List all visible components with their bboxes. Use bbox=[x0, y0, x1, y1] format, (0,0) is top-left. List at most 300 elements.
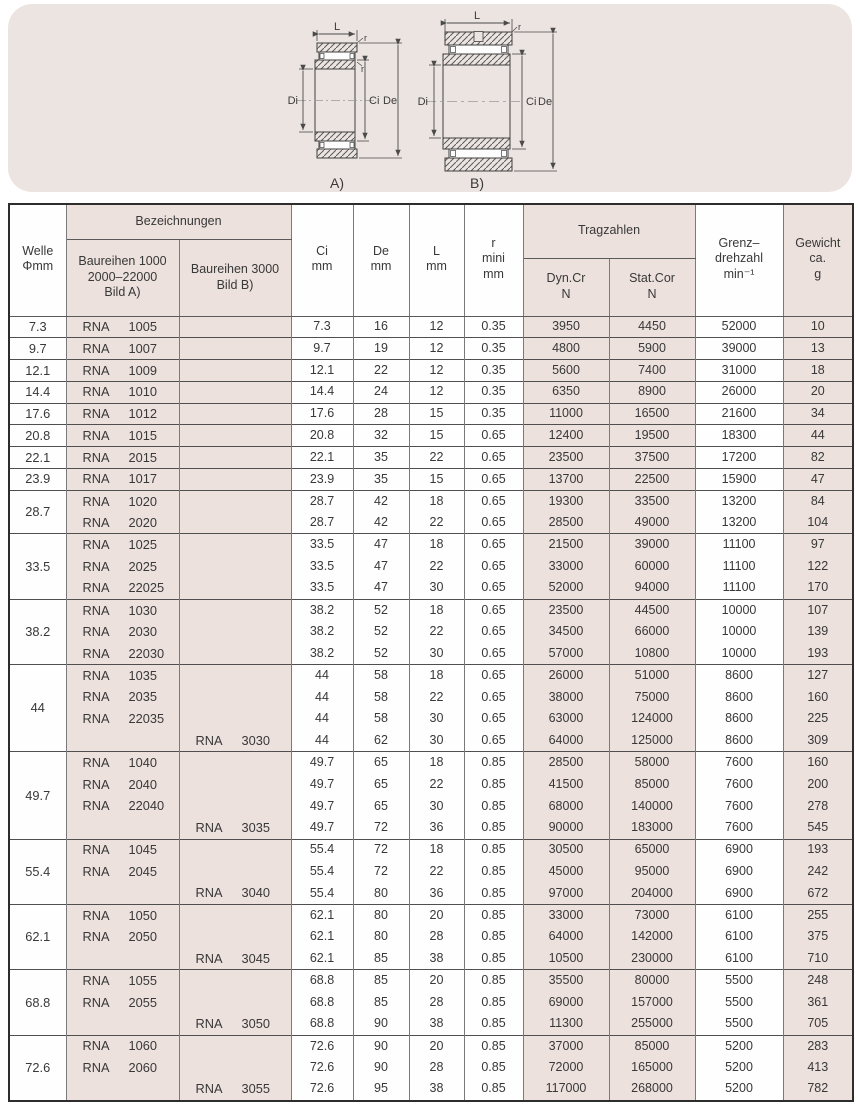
grenzdrehzahl-value: 7600 bbox=[695, 817, 783, 839]
ci-value: 33.5 bbox=[291, 578, 353, 600]
figure-a bbox=[288, 21, 402, 191]
stat-cor-value: 4450 bbox=[609, 316, 695, 338]
ci-value: 33.5 bbox=[291, 556, 353, 578]
figure-b-caption: B) bbox=[470, 175, 484, 191]
de-value: 85 bbox=[353, 992, 409, 1014]
designation-bild-b bbox=[179, 752, 291, 774]
stat-cor-value: 142000 bbox=[609, 926, 695, 948]
designation-bild-b bbox=[179, 774, 291, 796]
de-value: 47 bbox=[353, 534, 409, 556]
dyn-cr-value: 90000 bbox=[523, 817, 609, 839]
gewicht-value: 107 bbox=[783, 599, 853, 621]
designation-bild-a: RNA 1005 bbox=[66, 316, 179, 338]
grenzdrehzahl-value: 11100 bbox=[695, 556, 783, 578]
welle-value: 22.1 bbox=[9, 447, 66, 469]
dim-label-ci-b: Ci bbox=[526, 96, 537, 108]
designation-bild-b bbox=[179, 839, 291, 861]
header-gewicht-unit: g bbox=[814, 267, 822, 282]
l-value: 22 bbox=[409, 861, 464, 883]
table-row bbox=[9, 665, 853, 687]
designation-bild-b bbox=[179, 599, 291, 621]
stat-cor-value: 140000 bbox=[609, 796, 695, 818]
l-value: 18 bbox=[409, 839, 464, 861]
figure-a-caption: A) bbox=[330, 175, 344, 191]
dyn-cr-value: 4800 bbox=[523, 338, 609, 360]
stat-cor-value: 95000 bbox=[609, 861, 695, 883]
designation-bild-b bbox=[179, 970, 291, 992]
welle-value: 62.1 bbox=[9, 905, 66, 970]
ci-value: 17.6 bbox=[291, 403, 353, 425]
designation-bild-b: RNA 3045 bbox=[179, 948, 291, 970]
designation-bild-b bbox=[179, 381, 291, 403]
de-value: 85 bbox=[353, 948, 409, 970]
de-value: 35 bbox=[353, 447, 409, 469]
welle-value: 55.4 bbox=[9, 839, 66, 904]
header-welle bbox=[9, 204, 66, 316]
de-value: 85 bbox=[353, 970, 409, 992]
grenzdrehzahl-value: 11100 bbox=[695, 534, 783, 556]
designation-bild-a: RNA 1020 bbox=[66, 490, 179, 512]
ci-value: 49.7 bbox=[291, 752, 353, 774]
de-value: 90 bbox=[353, 1057, 409, 1079]
gewicht-value: 248 bbox=[783, 970, 853, 992]
designation-bild-b bbox=[179, 796, 291, 818]
gewicht-value: 278 bbox=[783, 796, 853, 818]
r-min-value: 0.65 bbox=[464, 556, 523, 578]
l-value: 20 bbox=[409, 905, 464, 927]
l-value: 12 bbox=[409, 338, 464, 360]
header-baureihe-b-line1: Baureihen 3000 bbox=[190, 261, 280, 276]
stat-cor-value: 94000 bbox=[609, 578, 695, 600]
designation-bild-a: RNA 1050 bbox=[66, 905, 179, 927]
ci-value: 44 bbox=[291, 665, 353, 687]
de-value: 42 bbox=[353, 512, 409, 534]
dyn-cr-value: 21500 bbox=[523, 534, 609, 556]
table-row bbox=[9, 1079, 853, 1101]
bearing-drawings bbox=[0, 0, 860, 196]
ci-value: 38.2 bbox=[291, 621, 353, 643]
table-row bbox=[9, 905, 853, 927]
de-value: 42 bbox=[353, 490, 409, 512]
l-value: 20 bbox=[409, 970, 464, 992]
table-row bbox=[9, 992, 853, 1014]
l-value: 12 bbox=[409, 316, 464, 338]
r-min-value: 0.65 bbox=[464, 730, 523, 752]
grenzdrehzahl-value: 5500 bbox=[695, 970, 783, 992]
dyn-cr-value: 45000 bbox=[523, 861, 609, 883]
dyn-cr-value: 6350 bbox=[523, 381, 609, 403]
designation-bild-a: RNA 2035 bbox=[66, 687, 179, 709]
stat-cor-value: 230000 bbox=[609, 948, 695, 970]
designation-bild-b bbox=[179, 425, 291, 447]
de-value: 47 bbox=[353, 556, 409, 578]
gewicht-value: 193 bbox=[783, 643, 853, 665]
stat-cor-value: 85000 bbox=[609, 774, 695, 796]
grenzdrehzahl-value: 5500 bbox=[695, 992, 783, 1014]
designation-bild-b bbox=[179, 621, 291, 643]
de-value: 62 bbox=[353, 730, 409, 752]
header-stat-unit: N bbox=[647, 287, 657, 301]
dyn-cr-value: 41500 bbox=[523, 774, 609, 796]
r-min-value: 0.65 bbox=[464, 621, 523, 643]
gewicht-value: 225 bbox=[783, 708, 853, 730]
de-value: 90 bbox=[353, 1014, 409, 1036]
designation-bild-b bbox=[179, 1057, 291, 1079]
designation-bild-b bbox=[179, 512, 291, 534]
grenzdrehzahl-value: 31000 bbox=[695, 360, 783, 382]
designation-bild-a: RNA 2025 bbox=[66, 556, 179, 578]
ci-value: 44 bbox=[291, 708, 353, 730]
header-ci-label: Ci bbox=[316, 243, 328, 258]
designation-bild-b bbox=[179, 861, 291, 883]
ci-value: 68.8 bbox=[291, 1014, 353, 1036]
stat-cor-value: 73000 bbox=[609, 905, 695, 927]
stat-cor-value: 10800 bbox=[609, 643, 695, 665]
grenzdrehzahl-value: 52000 bbox=[695, 316, 783, 338]
grenzdrehzahl-value: 6900 bbox=[695, 883, 783, 905]
l-value: 20 bbox=[409, 1035, 464, 1057]
header-r-mini-label: mini bbox=[482, 251, 505, 266]
header-de bbox=[353, 204, 409, 316]
header-baureihe-b bbox=[179, 239, 291, 316]
designation-bild-a bbox=[66, 1079, 179, 1101]
grenzdrehzahl-value: 26000 bbox=[695, 381, 783, 403]
grenzdrehzahl-value: 6100 bbox=[695, 905, 783, 927]
dyn-cr-value: 64000 bbox=[523, 926, 609, 948]
header-welle-label: Welle bbox=[22, 243, 54, 258]
dyn-cr-value: 68000 bbox=[523, 796, 609, 818]
grenzdrehzahl-value: 6100 bbox=[695, 948, 783, 970]
grenzdrehzahl-value: 21600 bbox=[695, 403, 783, 425]
designation-bild-a: RNA 1035 bbox=[66, 665, 179, 687]
welle-value: 23.9 bbox=[9, 469, 66, 491]
r-min-value: 0.85 bbox=[464, 839, 523, 861]
de-value: 58 bbox=[353, 665, 409, 687]
l-value: 15 bbox=[409, 425, 464, 447]
dyn-cr-value: 23500 bbox=[523, 447, 609, 469]
table-row bbox=[9, 926, 853, 948]
ci-value: 68.8 bbox=[291, 992, 353, 1014]
dyn-cr-value: 35500 bbox=[523, 970, 609, 992]
header-de-label: De bbox=[373, 243, 389, 258]
designation-bild-a: RNA 1017 bbox=[66, 469, 179, 491]
welle-value: 33.5 bbox=[9, 534, 66, 599]
designation-bild-b bbox=[179, 687, 291, 709]
de-value: 22 bbox=[353, 360, 409, 382]
dim-label-de-a: De bbox=[383, 95, 398, 107]
table-row bbox=[9, 839, 853, 861]
gewicht-value: 20 bbox=[783, 381, 853, 403]
table-row bbox=[9, 730, 853, 752]
table-row bbox=[9, 1035, 853, 1057]
designation-bild-b bbox=[179, 1035, 291, 1057]
grenzdrehzahl-value: 8600 bbox=[695, 708, 783, 730]
designation-bild-a: RNA 2020 bbox=[66, 512, 179, 534]
r-min-value: 0.85 bbox=[464, 992, 523, 1014]
grenzdrehzahl-value: 13200 bbox=[695, 512, 783, 534]
grenzdrehzahl-value: 7600 bbox=[695, 796, 783, 818]
gewicht-value: 361 bbox=[783, 992, 853, 1014]
gewicht-value: 545 bbox=[783, 817, 853, 839]
ci-value: 55.4 bbox=[291, 839, 353, 861]
l-value: 22 bbox=[409, 621, 464, 643]
stat-cor-value: 51000 bbox=[609, 665, 695, 687]
designation-bild-b bbox=[179, 534, 291, 556]
r-min-value: 0.65 bbox=[464, 490, 523, 512]
stat-cor-value: 124000 bbox=[609, 708, 695, 730]
designation-bild-b bbox=[179, 490, 291, 512]
ci-value: 28.7 bbox=[291, 490, 353, 512]
l-value: 22 bbox=[409, 687, 464, 709]
designation-bild-b bbox=[179, 316, 291, 338]
gewicht-value: 139 bbox=[783, 621, 853, 643]
gewicht-value: 200 bbox=[783, 774, 853, 796]
header-stat-label: Stat.Cor bbox=[629, 271, 675, 286]
r-min-value: 0.85 bbox=[464, 970, 523, 992]
designation-bild-a: RNA 2060 bbox=[66, 1057, 179, 1079]
l-value: 28 bbox=[409, 992, 464, 1014]
table-row bbox=[9, 643, 853, 665]
ci-value: 14.4 bbox=[291, 381, 353, 403]
r-min-value: 0.65 bbox=[464, 469, 523, 491]
grenzdrehzahl-value: 17200 bbox=[695, 447, 783, 469]
designation-bild-b bbox=[179, 905, 291, 927]
ci-value: 20.8 bbox=[291, 425, 353, 447]
stat-cor-value: 19500 bbox=[609, 425, 695, 447]
l-value: 38 bbox=[409, 948, 464, 970]
l-value: 38 bbox=[409, 1079, 464, 1101]
gewicht-value: 160 bbox=[783, 687, 853, 709]
de-value: 65 bbox=[353, 796, 409, 818]
l-value: 12 bbox=[409, 360, 464, 382]
grenzdrehzahl-value: 5200 bbox=[695, 1057, 783, 1079]
header-de-unit: mm bbox=[370, 259, 392, 274]
de-value: 90 bbox=[353, 1035, 409, 1057]
r-min-value: 0.65 bbox=[464, 687, 523, 709]
l-value: 22 bbox=[409, 447, 464, 469]
gewicht-value: 44 bbox=[783, 425, 853, 447]
grenzdrehzahl-value: 7600 bbox=[695, 752, 783, 774]
header-baureihe-a-line2: 2000–22000 bbox=[87, 269, 158, 284]
grenzdrehzahl-value: 6900 bbox=[695, 839, 783, 861]
ci-value: 7.3 bbox=[291, 316, 353, 338]
header-tragzahlen: Tragzahlen bbox=[523, 204, 695, 258]
designation-bild-a: RNA 2050 bbox=[66, 926, 179, 948]
ci-value: 49.7 bbox=[291, 817, 353, 839]
designation-bild-a: RNA 1025 bbox=[66, 534, 179, 556]
l-value: 28 bbox=[409, 926, 464, 948]
table-row bbox=[9, 970, 853, 992]
ci-value: 33.5 bbox=[291, 534, 353, 556]
de-value: 52 bbox=[353, 643, 409, 665]
r-min-value: 0.85 bbox=[464, 905, 523, 927]
dyn-cr-value: 52000 bbox=[523, 578, 609, 600]
header-baureihe-b-line2: Bild B) bbox=[216, 277, 254, 292]
designation-bild-b bbox=[179, 992, 291, 1014]
stat-cor-value: 5900 bbox=[609, 338, 695, 360]
grenzdrehzahl-value: 7600 bbox=[695, 774, 783, 796]
designation-bild-a: RNA 2040 bbox=[66, 774, 179, 796]
designation-bild-a bbox=[66, 883, 179, 905]
designation-bild-a: RNA 1012 bbox=[66, 403, 179, 425]
welle-value: 38.2 bbox=[9, 599, 66, 664]
gewicht-value: 283 bbox=[783, 1035, 853, 1057]
de-value: 95 bbox=[353, 1079, 409, 1101]
designation-bild-b bbox=[179, 926, 291, 948]
dyn-cr-value: 57000 bbox=[523, 643, 609, 665]
l-value: 22 bbox=[409, 556, 464, 578]
stat-cor-value: 37500 bbox=[609, 447, 695, 469]
header-dyn-unit: N bbox=[561, 287, 571, 301]
header-r-mini bbox=[464, 204, 523, 316]
l-value: 30 bbox=[409, 643, 464, 665]
ci-value: 62.1 bbox=[291, 948, 353, 970]
table-row bbox=[9, 447, 853, 469]
header-welle-unit: Φmm bbox=[22, 259, 54, 274]
grenzdrehzahl-value: 6900 bbox=[695, 861, 783, 883]
dyn-cr-value: 11000 bbox=[523, 403, 609, 425]
welle-value: 7.3 bbox=[9, 316, 66, 338]
ci-value: 72.6 bbox=[291, 1079, 353, 1101]
designation-bild-a: RNA 22040 bbox=[66, 796, 179, 818]
gewicht-value: 104 bbox=[783, 512, 853, 534]
dyn-cr-value: 5600 bbox=[523, 360, 609, 382]
dim-label-r-a-inner: r bbox=[361, 64, 364, 74]
header-grenzdrehzahl bbox=[695, 204, 783, 316]
designation-bild-b bbox=[179, 469, 291, 491]
l-value: 22 bbox=[409, 774, 464, 796]
table-row bbox=[9, 948, 853, 970]
designation-bild-b bbox=[179, 578, 291, 600]
table-header bbox=[9, 204, 853, 316]
gewicht-value: 170 bbox=[783, 578, 853, 600]
table-row bbox=[9, 425, 853, 447]
stat-cor-value: 8900 bbox=[609, 381, 695, 403]
designation-bild-a bbox=[66, 730, 179, 752]
stat-cor-value: 22500 bbox=[609, 469, 695, 491]
gewicht-value: 127 bbox=[783, 665, 853, 687]
header-l-label: L bbox=[433, 243, 440, 258]
welle-value: 14.4 bbox=[9, 381, 66, 403]
ci-value: 12.1 bbox=[291, 360, 353, 382]
designation-bild-b: RNA 3035 bbox=[179, 817, 291, 839]
ci-value: 38.2 bbox=[291, 643, 353, 665]
table-row bbox=[9, 861, 853, 883]
de-value: 80 bbox=[353, 883, 409, 905]
de-value: 80 bbox=[353, 926, 409, 948]
header-gewicht-label2: ca. bbox=[809, 251, 827, 266]
l-value: 30 bbox=[409, 730, 464, 752]
dyn-cr-value: 97000 bbox=[523, 883, 609, 905]
header-gewicht-label1: Gewicht bbox=[795, 235, 841, 250]
gewicht-value: 672 bbox=[783, 883, 853, 905]
gewicht-value: 782 bbox=[783, 1079, 853, 1101]
stat-cor-value: 60000 bbox=[609, 556, 695, 578]
header-stat-cor bbox=[609, 258, 695, 316]
header-baureihe-a-line3: Bild A) bbox=[104, 285, 141, 300]
header-l bbox=[409, 204, 464, 316]
table-row bbox=[9, 316, 853, 338]
gewicht-value: 34 bbox=[783, 403, 853, 425]
de-value: 47 bbox=[353, 578, 409, 600]
gewicht-value: 18 bbox=[783, 360, 853, 382]
table-row bbox=[9, 381, 853, 403]
header-grenz-label2: drehzahl bbox=[715, 251, 763, 266]
ci-value: 49.7 bbox=[291, 796, 353, 818]
stat-cor-value: 39000 bbox=[609, 534, 695, 556]
grenzdrehzahl-value: 10000 bbox=[695, 643, 783, 665]
designation-bild-b bbox=[179, 643, 291, 665]
designation-bild-a: RNA 1010 bbox=[66, 381, 179, 403]
r-min-value: 0.65 bbox=[464, 578, 523, 600]
dyn-cr-value: 13700 bbox=[523, 469, 609, 491]
grenzdrehzahl-value: 11100 bbox=[695, 578, 783, 600]
r-min-value: 0.85 bbox=[464, 774, 523, 796]
de-value: 58 bbox=[353, 687, 409, 709]
grenzdrehzahl-value: 5500 bbox=[695, 1014, 783, 1036]
table-row bbox=[9, 556, 853, 578]
ci-value: 23.9 bbox=[291, 469, 353, 491]
welle-value: 44 bbox=[9, 665, 66, 752]
r-min-value: 0.65 bbox=[464, 512, 523, 534]
de-value: 65 bbox=[353, 752, 409, 774]
l-value: 30 bbox=[409, 796, 464, 818]
r-min-value: 0.65 bbox=[464, 643, 523, 665]
grenzdrehzahl-value: 10000 bbox=[695, 599, 783, 621]
dyn-cr-value: 28500 bbox=[523, 512, 609, 534]
de-value: 16 bbox=[353, 316, 409, 338]
table-row bbox=[9, 687, 853, 709]
l-value: 18 bbox=[409, 534, 464, 556]
grenzdrehzahl-value: 5200 bbox=[695, 1079, 783, 1101]
grenzdrehzahl-value: 39000 bbox=[695, 338, 783, 360]
ci-value: 44 bbox=[291, 730, 353, 752]
dyn-cr-value: 23500 bbox=[523, 599, 609, 621]
stat-cor-value: 16500 bbox=[609, 403, 695, 425]
welle-value: 68.8 bbox=[9, 970, 66, 1035]
ci-value: 55.4 bbox=[291, 861, 353, 883]
dyn-cr-value: 33000 bbox=[523, 556, 609, 578]
r-min-value: 0.85 bbox=[464, 1035, 523, 1057]
gewicht-value: 82 bbox=[783, 447, 853, 469]
stat-cor-value: 44500 bbox=[609, 599, 695, 621]
dyn-cr-value: 33000 bbox=[523, 905, 609, 927]
header-dyn-label: Dyn.Cr bbox=[546, 271, 586, 286]
table-row bbox=[9, 1057, 853, 1079]
ci-value: 72.6 bbox=[291, 1035, 353, 1057]
l-value: 18 bbox=[409, 752, 464, 774]
header-bezeichnungen: Bezeichnungen bbox=[66, 204, 291, 239]
welle-value: 17.6 bbox=[9, 403, 66, 425]
designation-bild-b bbox=[179, 338, 291, 360]
r-min-value: 0.35 bbox=[464, 381, 523, 403]
dim-label-r-b: r bbox=[518, 22, 521, 32]
r-min-value: 0.35 bbox=[464, 403, 523, 425]
grenzdrehzahl-value: 5200 bbox=[695, 1035, 783, 1057]
designation-bild-a: RNA 2045 bbox=[66, 861, 179, 883]
l-value: 28 bbox=[409, 1057, 464, 1079]
dim-label-r-a-top: r bbox=[364, 33, 367, 43]
stat-cor-value: 183000 bbox=[609, 817, 695, 839]
grenzdrehzahl-value: 6100 bbox=[695, 926, 783, 948]
gewicht-value: 255 bbox=[783, 905, 853, 927]
r-min-value: 0.85 bbox=[464, 817, 523, 839]
r-min-value: 0.85 bbox=[464, 861, 523, 883]
de-value: 35 bbox=[353, 469, 409, 491]
de-value: 19 bbox=[353, 338, 409, 360]
stat-cor-value: 157000 bbox=[609, 992, 695, 1014]
designation-bild-b: RNA 3055 bbox=[179, 1079, 291, 1101]
